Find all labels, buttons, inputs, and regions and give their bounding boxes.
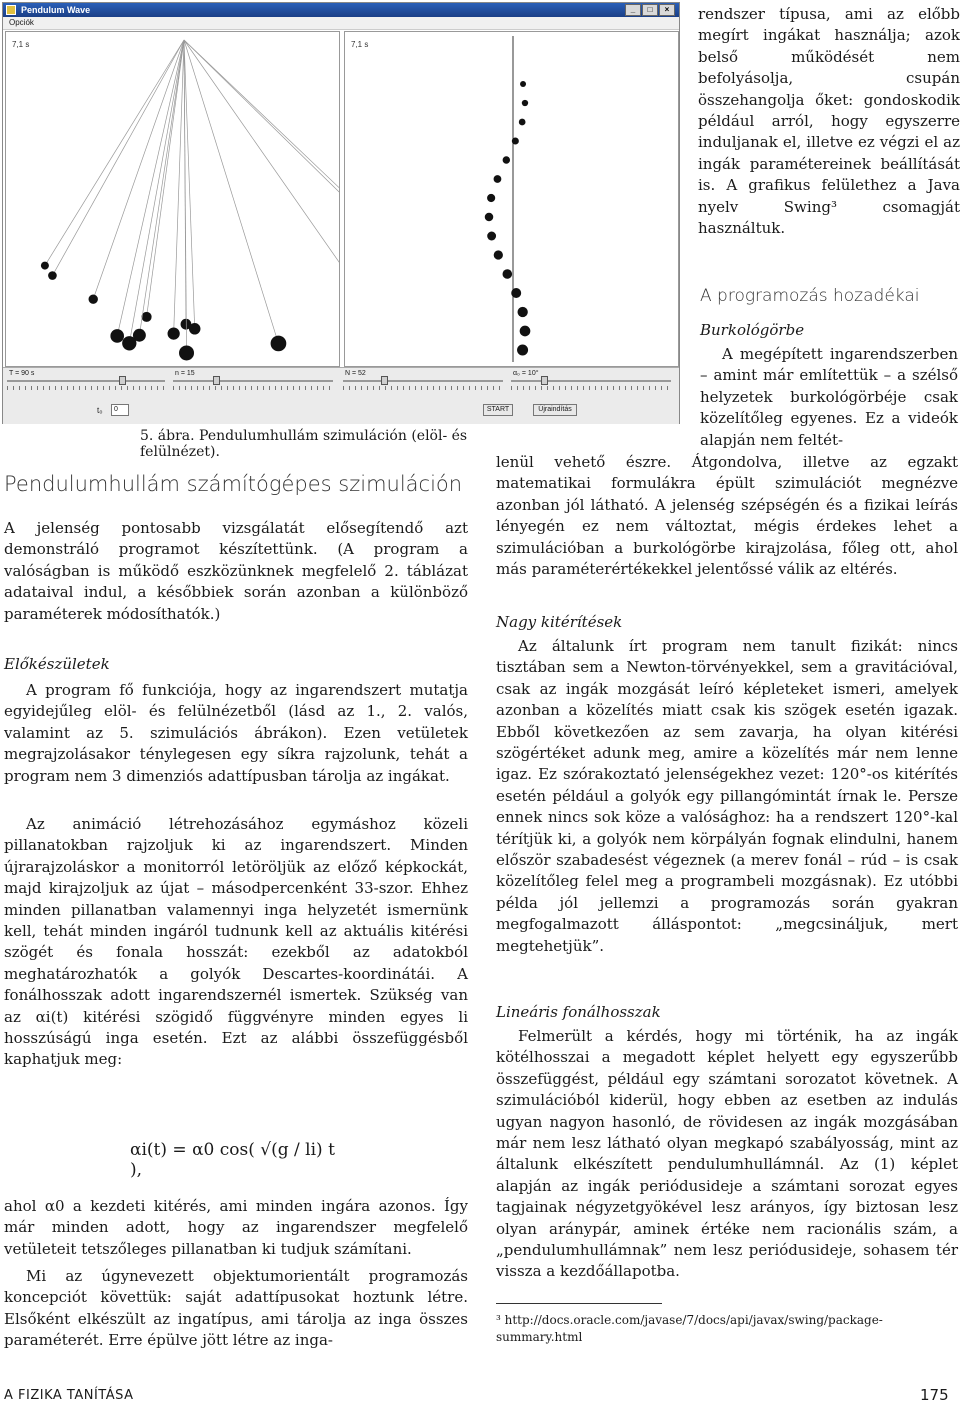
front-view-pendulums [6, 32, 339, 366]
pendulum-string [45, 40, 184, 266]
pendulum-bob-top [518, 307, 528, 317]
equation: αi(t) = α0 cos( √(g / li) t ), [130, 1140, 335, 1180]
paragraph-envelope-a: A megépített ingarendszerben – amint már említettük – a szélső helyzetek burkológörbéje csak közelítőleg egyenes. Ez a videók alapján nem feltét- [700, 345, 958, 449]
paragraph-large-deflection: Az általunk írt program nem tanult fizikát: nincs tisztában sem a Newton-törvényekkel, sem a gravitációval, csak az ingák mozgását leíró képleteket ismeri, amelyek azonban a közelítés miatt csak kis szögek esetén igazak. Ebből következően az sem zavarja, ha olyan kitérési szögértéket adunk meg, amire a közelítés már nem lenne igaz. Ez szórakoztató jelenségekhez vezet: 120°-os kitérítés esetén például a golyók egy pillangómintát írnak le. Persze ennek nincs sok köze a valósághoz: ha a rendszert 120°-kal térítjük ki, a golyók nem körpályán fognak elindulni, hanem először szabadesést végeznek (a merev fonál – rúd – is csak közelítőleg felel meg a programbeli mozgásnak). Ez utóbbi példa jól jellemzi a programozás során gyakran megfogalmazott álláspontot: „megcsináljuk, mert megtehetjük”. [496, 637, 958, 955]
footnote: ³ http://docs.oracle.com/javase/7/docs/api/javax/swing/package-summary.html [496, 1313, 883, 1344]
minimize-icon[interactable]: _ [625, 4, 641, 16]
oscillation-slider[interactable]: N = 52 [343, 371, 503, 387]
intro-paragraph: A jelenség pontosabb vizsgálatát elősegítendő azt demonstráló programot készítettünk. (A program a valóságban is működő eszközünknek megfelelő 2. táblázat adataival indul, a későbbiek során azonban a különböző paraméterek módosíthatók.) [4, 519, 468, 623]
slider-knob[interactable] [381, 376, 388, 385]
pendulum-bob-top [485, 213, 494, 222]
pendulum-bob [48, 271, 57, 280]
pendulum-bob [110, 329, 124, 343]
pendulum-string [147, 40, 184, 317]
menu-options[interactable]: Opciók [9, 18, 34, 27]
paragraph-envelope-b: lenül vehető észre. Átgondolva, illetve az egzakt matematikai formulákra épült szimulációt megnézve azonban jól látható. A jelenség szépségén és a fizikai leírás lényegén ez nem változtat, mégis érdekes lehet a szimulációban a burkológörbe kirajzolása, főleg ott, ahol más paraméterértékekkel jelentőssé válik az eltérés. [496, 453, 958, 579]
top-view-time: 7,1 s [351, 40, 369, 49]
subheading-linear-lengths: Lineáris fonálhosszak [496, 1003, 661, 1021]
pendulum-bob-top [487, 194, 495, 202]
journal-name: A FIZIKA TANÍTÁSA [4, 1388, 134, 1403]
front-view-time: 7,1 s [12, 40, 30, 49]
figure-caption: 5. ábra. Pendulumhullám szimuláción (elöl- és felülnézet). [140, 428, 468, 460]
slider-knob[interactable] [119, 376, 126, 385]
pendulum-string [117, 40, 184, 336]
reset-button[interactable]: Újraindítás [533, 404, 577, 416]
pendulum-bob [189, 323, 201, 335]
t0-label: t₀ [97, 406, 103, 415]
pendulum-bob [41, 262, 49, 270]
subheading-preparations: Előkészületek [4, 655, 110, 673]
subheading-envelope: Burkológörbe [700, 321, 805, 339]
pendulum-bob [168, 328, 180, 340]
pendulum-string [52, 40, 184, 276]
page-number: 175 [920, 1386, 949, 1404]
t0-input[interactable]: 0 [111, 404, 129, 416]
amplitude-slider[interactable]: α₀ = 10° [511, 371, 671, 387]
pendulum-string [139, 40, 184, 335]
close-icon[interactable]: × [659, 4, 675, 16]
pendulum-bob-top [511, 288, 521, 298]
pendulum-string [184, 40, 187, 353]
paragraph-linear-lengths: Felmerült a kérdés, hogy mi történik, ha az ingák kötélhosszai a megadott képlet helyett egy egyszerűbb összefüggést, például egy számtani sorozatot követnek. A szimulációból kiderül, hogy ebben az esetben az indulás ugyan nagyon hasonló, de rövidesen az ingák mozgásában már nem lesz látható olyan megkapó szabályosság, mint az általunk elkészített pendulumhullámnál. Az (1) képlet alapján az ingák periódusideje a számtani sorozat egyes tagjainak négyzetgyökével lesz arányos, így biztosan lesz olyan aránypár, aminek értéke nem racionális szám, a „pendulumhullámnak” nem lesz periódusideje, sohasem tér vissza a kezdőállapotba. [496, 1027, 958, 1281]
pendulum-bob [89, 294, 98, 303]
pendulum-bob-top [520, 326, 531, 337]
pendulum-string [129, 40, 184, 343]
paragraph-oop: Mi az úgynevezett objektumorientált programozás koncepciót követtük: saját adattípusokat hoztunk létre. Elsőként elkészült az ingatípus, ami tárolja az inga összes paraméterét. Erre épülve jött létre az inga- [4, 1267, 468, 1350]
maximize-icon[interactable]: □ [642, 4, 658, 16]
pendulum-string [93, 40, 184, 299]
front-view-panel [5, 31, 340, 367]
paragraph-animation: Az animáció létrehozásához egymáshoz közeli pillanatokban rajzoljuk ki az ingarendszert. Minden újrarajzoláskor a monitorról letöröljük az előző képkockát, majd kirajzoljuk az újat – másodpercenként 33-szor. Ehhez minden pillanatban valamennyi inga helyzetét ismernünk kell, tehát minden ingáról tudnunk kell az aktuális kitérési szögét és fonala hosszát: ezekből az adatokból meghatározhatók a golyók Descartes-koordinátái. A fonálhosszak adott ingarendszernél ismertek. Szükség van az αi(t) kitérési szögidő függvényre minden egyes li hosszúságú inga esetén. Ezt az alábbi összefüggésből kaphatjuk meg: [4, 815, 468, 1069]
window-title: Pendulum Wave [21, 5, 91, 15]
pendulum-bob [122, 336, 136, 350]
control-panel [3, 367, 679, 424]
footnote-rule [496, 1303, 662, 1304]
app-icon [6, 5, 16, 15]
pendulum-bob-top [494, 250, 503, 259]
pendulum-string [184, 40, 278, 343]
count-slider[interactable]: n = 15 [173, 371, 333, 387]
slider-knob[interactable] [541, 376, 548, 385]
pendulum-bob-top [487, 232, 496, 241]
paragraph-alpha0: ahol α0 a kezdeti kitérés, ami minden ingára azonos. Így már minden adott, hogy az ingarendszer megfelelő vetületeit tetszőleges pillanatban ki tudjuk számítani. [4, 1197, 468, 1258]
paragraph-program-function: A program fő funkciója, hogy az ingarendszert mutatja egyidejűleg elöl- és felülnézetből (lásd az 1., 2. valós, valamint az 5. szimulációs ábrákon). Ezen vetületek megrajzolásakor ténylegesen egy síkra rajzolunk, tehát a program nem 3 dimenziós adattípusban tárolja az ingákat. [4, 681, 468, 785]
slider-knob[interactable] [213, 376, 220, 385]
section-heading-left: Pendulumhullám számítógépes szimuláción [4, 472, 463, 496]
subheading-large-deflection: Nagy kitérítések [496, 613, 623, 631]
pendulum-bob [271, 336, 287, 352]
pendulum-string [174, 40, 184, 334]
start-button[interactable]: START [483, 404, 513, 416]
pendulum-string [184, 40, 339, 305]
section-heading-right: A programozás hozadékai [700, 286, 920, 306]
pendulum-bob-top [503, 269, 513, 279]
period-slider[interactable]: T = 90 s [7, 371, 165, 387]
pendulum-bob-top [517, 344, 528, 355]
pendulum-string [184, 40, 339, 272]
paragraph-system-type: rendszer típusa, ami az előbb megírt ingákat használja; azok belső működését nem befolyásolja, csupán összehangolja őket: gondoskodik például arról, hogy egyszerre induljanak el, illetve ez végzi el az ingák paramétereinek beállítását is. A grafikus felülethez a Java nyelv Swing³ csomagját használtuk. [698, 5, 960, 238]
pendulum-bob [179, 345, 194, 360]
